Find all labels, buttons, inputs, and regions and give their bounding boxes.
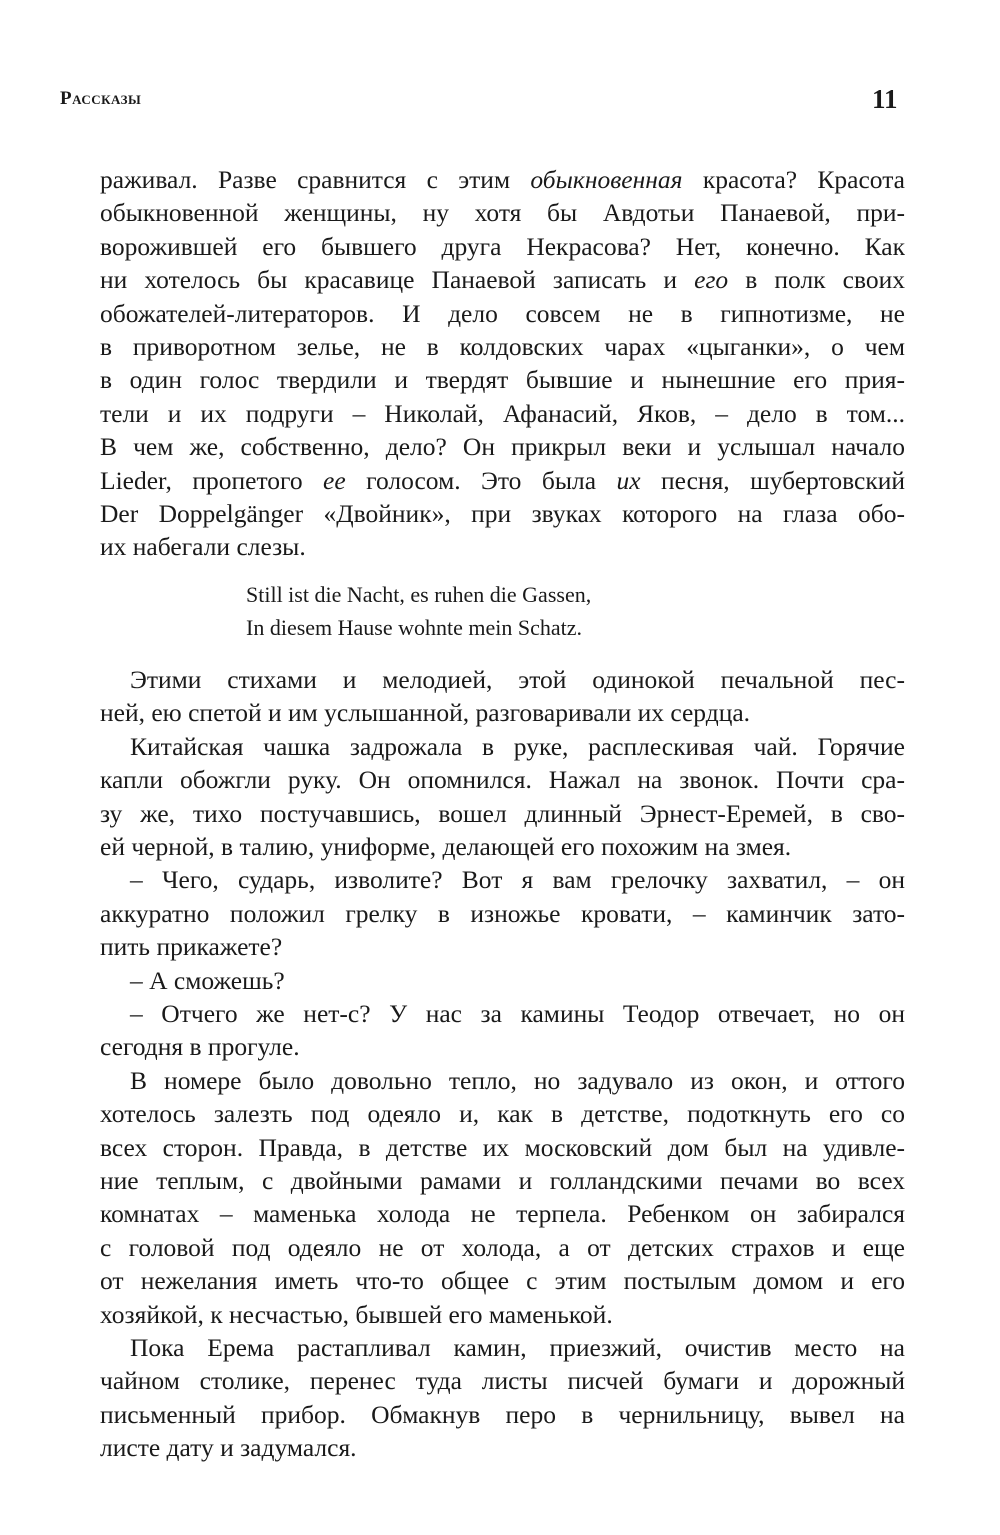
text-line: раживал. Разве сравнится с этим обыкновенная красота? Красота [100, 165, 905, 194]
text-line: Этими стихами и мелодией, этой одинокой печальной пес- [130, 665, 905, 694]
italic-word: их [616, 465, 641, 495]
text-line: чайном столике, перенес туда листы писчей бумаги и дорожный [100, 1366, 905, 1396]
text-line: ней, ею спетой и им услышанной, разговаривали их сердца. [100, 698, 751, 728]
italic-word: его [694, 265, 729, 295]
text-line: хотелось залезть под одеяло и, как в детстве, подоткнуть его со [100, 1099, 905, 1129]
text-line: Der Doppelgänger «Двойник», при звуках которого на глаза обо- [100, 498, 905, 528]
text-line: тели и их подруги – Николай, Афанасий, Яков, – дело в том... [100, 398, 905, 428]
text-line: аккуратно положил грелку в изножье кровати, – каминчик зато- [100, 898, 905, 928]
text-before-poem [100, 163, 905, 564]
text-line: хозяйкой, к несчастью, бывшей его маменькой. [100, 1299, 613, 1329]
text-line: ворожившей его бывшего друга Некрасова? Нет, конечно. Как [100, 231, 905, 261]
text-line: Пока Ерема растапливал камин, приезжий, очистив место на [130, 1332, 905, 1362]
text-line: В номере было довольно тепло, но задувало из окон, и оттого [130, 1065, 905, 1095]
poem-epigraph [246, 578, 591, 644]
text-after-poem [100, 663, 905, 1464]
text-line: письменный прибор. Обмакнув перо в чернильницу, вывел на [100, 1399, 905, 1429]
text-line: с головой под одеяло не от холода, а от детских страхов и еще [100, 1232, 905, 1262]
page-number: 11 [872, 84, 898, 114]
poem-line: Still ist die Nacht, es ruhen die Gassen, [246, 582, 592, 607]
text-line: обожателей-литераторов. И дело совсем не в гипнотизме, не [100, 298, 905, 328]
italic-word: ее [323, 465, 346, 495]
text-line: – Чего, сударь, изволите? Вот я вам грелочку захватил, – он [130, 865, 905, 895]
text-line: капли обожгли руку. Он опомнился. Нажал на звонок. Почти сра- [100, 765, 905, 795]
text-line: ей черной, в талию, униформе, делающей его похожим на змея. [100, 831, 792, 861]
text-line: в один голос твердили и твердят бывшие и нынешние его прия- [100, 365, 905, 395]
running-header-section: Рассказы [60, 88, 142, 109]
text-line: – Отчего же нет-с? У нас за камины Теодор отвечает, но он [130, 998, 905, 1028]
text-line: В чем же, собственно, дело? Он прикрыл веки и услышал начало [100, 432, 905, 462]
text-line: листе дату и задумался. [100, 1433, 357, 1463]
text-line: в приворотном зелье, не в колдовских чарах «цыганки», о чем [100, 331, 905, 361]
text-line: пить прикажете? [100, 932, 283, 962]
text-line: зу же, тихо постучавшись, вошел длинный Эрнест-Еремей, в сво- [100, 798, 905, 828]
text-line: ни хотелось бы красавице Панаевой записать и его в полк своих [100, 265, 905, 295]
poem-line: In diesem Hause wohnte mein Schatz. [246, 615, 583, 640]
text-line: – А сможешь? [130, 965, 285, 995]
text-line: их набегали слезы. [100, 532, 306, 562]
text-line: от нежелания иметь что-то общее с этим постылым домом и его [100, 1266, 905, 1296]
text-line: всех сторон. Правда, в детстве их московский дом был на удивле- [100, 1132, 905, 1162]
text-line: сегодня в прогуле. [100, 1032, 300, 1062]
text-line: комнатах – маменька холода не терпела. Ребенком он забирался [100, 1199, 905, 1229]
text-line: Lieder, пропетого ее голосом. Это была их песня, шубертовский [100, 465, 905, 495]
text-line: ние теплым, с двойными рамами и голландскими печами во всех [100, 1165, 905, 1195]
text-line: обыкновенной женщины, ну хотя бы Авдотьи Панаевой, при- [100, 198, 905, 228]
italic-word: обыкновенная [530, 165, 683, 194]
text-line: Китайская чашка задрожала в руке, расплескивая чай. Горячие [130, 731, 905, 761]
